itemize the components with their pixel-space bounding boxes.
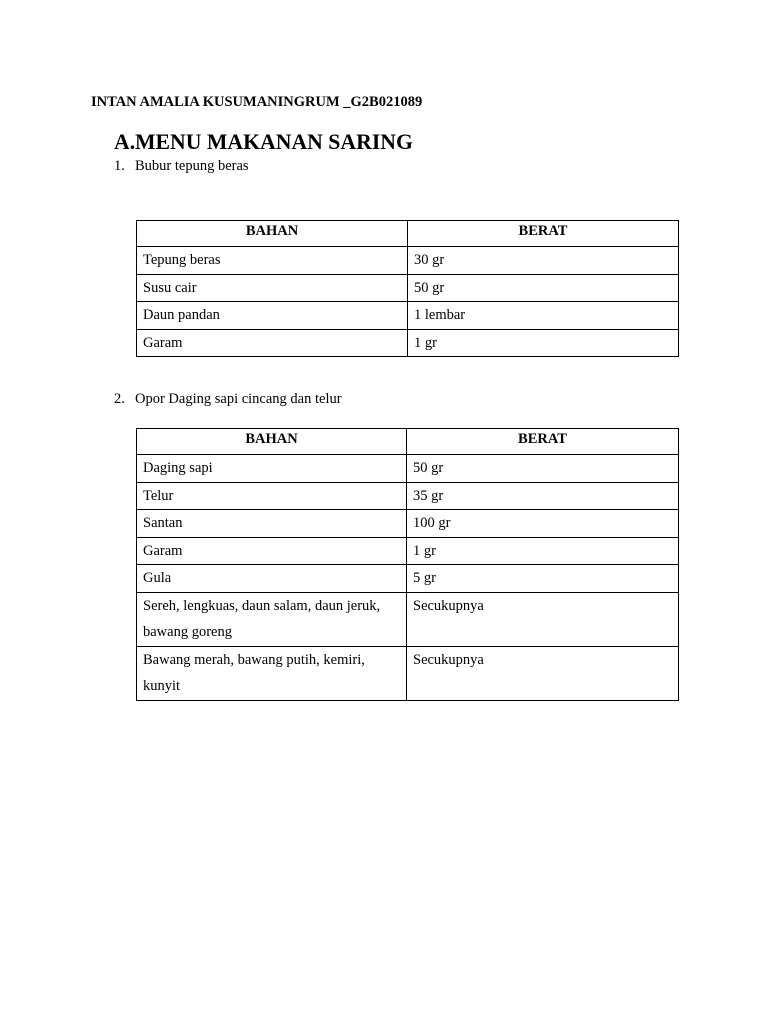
ingredient-cell: Garam <box>137 537 407 565</box>
menu-item-heading <box>114 391 342 408</box>
weight-cell: Secukupnya <box>407 646 679 700</box>
ingredient-cell: Gula <box>137 565 407 593</box>
ingredient-cell: Susu cair <box>137 274 408 302</box>
weight-cell: 1 lembar <box>408 302 679 330</box>
column-header-bahan: BAHAN <box>137 221 408 247</box>
table-row <box>137 482 679 510</box>
weight-cell: 1 gr <box>407 537 679 565</box>
table-row <box>137 646 679 700</box>
table-row <box>137 455 679 483</box>
ingredient-cell: Santan <box>137 510 407 538</box>
table-row <box>137 274 679 302</box>
table-row <box>137 537 679 565</box>
menu-item-number: 2. <box>114 391 125 407</box>
table-row <box>137 247 679 275</box>
section-marker: A. <box>114 130 136 154</box>
weight-cell: 30 gr <box>408 247 679 275</box>
weight-cell: 35 gr <box>407 482 679 510</box>
weight-cell: 50 gr <box>407 455 679 483</box>
table-row <box>137 302 679 330</box>
weight-cell: 100 gr <box>407 510 679 538</box>
column-header-bahan: BAHAN <box>137 429 407 455</box>
weight-cell: 50 gr <box>408 274 679 302</box>
document-title: INTAN AMALIA KUSUMANINGRUM _G2B021089 <box>91 94 423 110</box>
ingredient-cell: Sereh, lengkuas, daun salam, daun jeruk, bawang goreng <box>137 592 407 646</box>
weight-cell: 1 gr <box>408 329 679 357</box>
ingredients-table <box>136 428 679 701</box>
ingredient-cell: Telur <box>137 482 407 510</box>
column-header-berat: BERAT <box>408 221 679 247</box>
ingredient-cell: Garam <box>137 329 408 357</box>
ingredient-cell: Daun pandan <box>137 302 408 330</box>
table-row <box>137 565 679 593</box>
weight-cell: 5 gr <box>407 565 679 593</box>
section-heading <box>114 130 413 155</box>
ingredients-table <box>136 220 679 357</box>
menu-item-name: Bubur tepung beras <box>135 158 249 174</box>
ingredient-cell: Tepung beras <box>137 247 408 275</box>
menu-item-heading <box>114 158 249 175</box>
column-header-berat: BERAT <box>407 429 679 455</box>
ingredient-cell: Daging sapi <box>137 455 407 483</box>
table-header-row <box>137 221 679 247</box>
weight-cell: Secukupnya <box>407 592 679 646</box>
table-header-row <box>137 429 679 455</box>
ingredient-cell: Bawang merah, bawang putih, kemiri, kunyit <box>137 646 407 700</box>
table-row <box>137 329 679 357</box>
table-row <box>137 592 679 646</box>
table-row <box>137 510 679 538</box>
menu-item-name: Opor Daging sapi cincang dan telur <box>135 391 342 407</box>
menu-item-number: 1. <box>114 158 125 174</box>
section-label: MENU MAKANAN SARING <box>135 130 413 154</box>
